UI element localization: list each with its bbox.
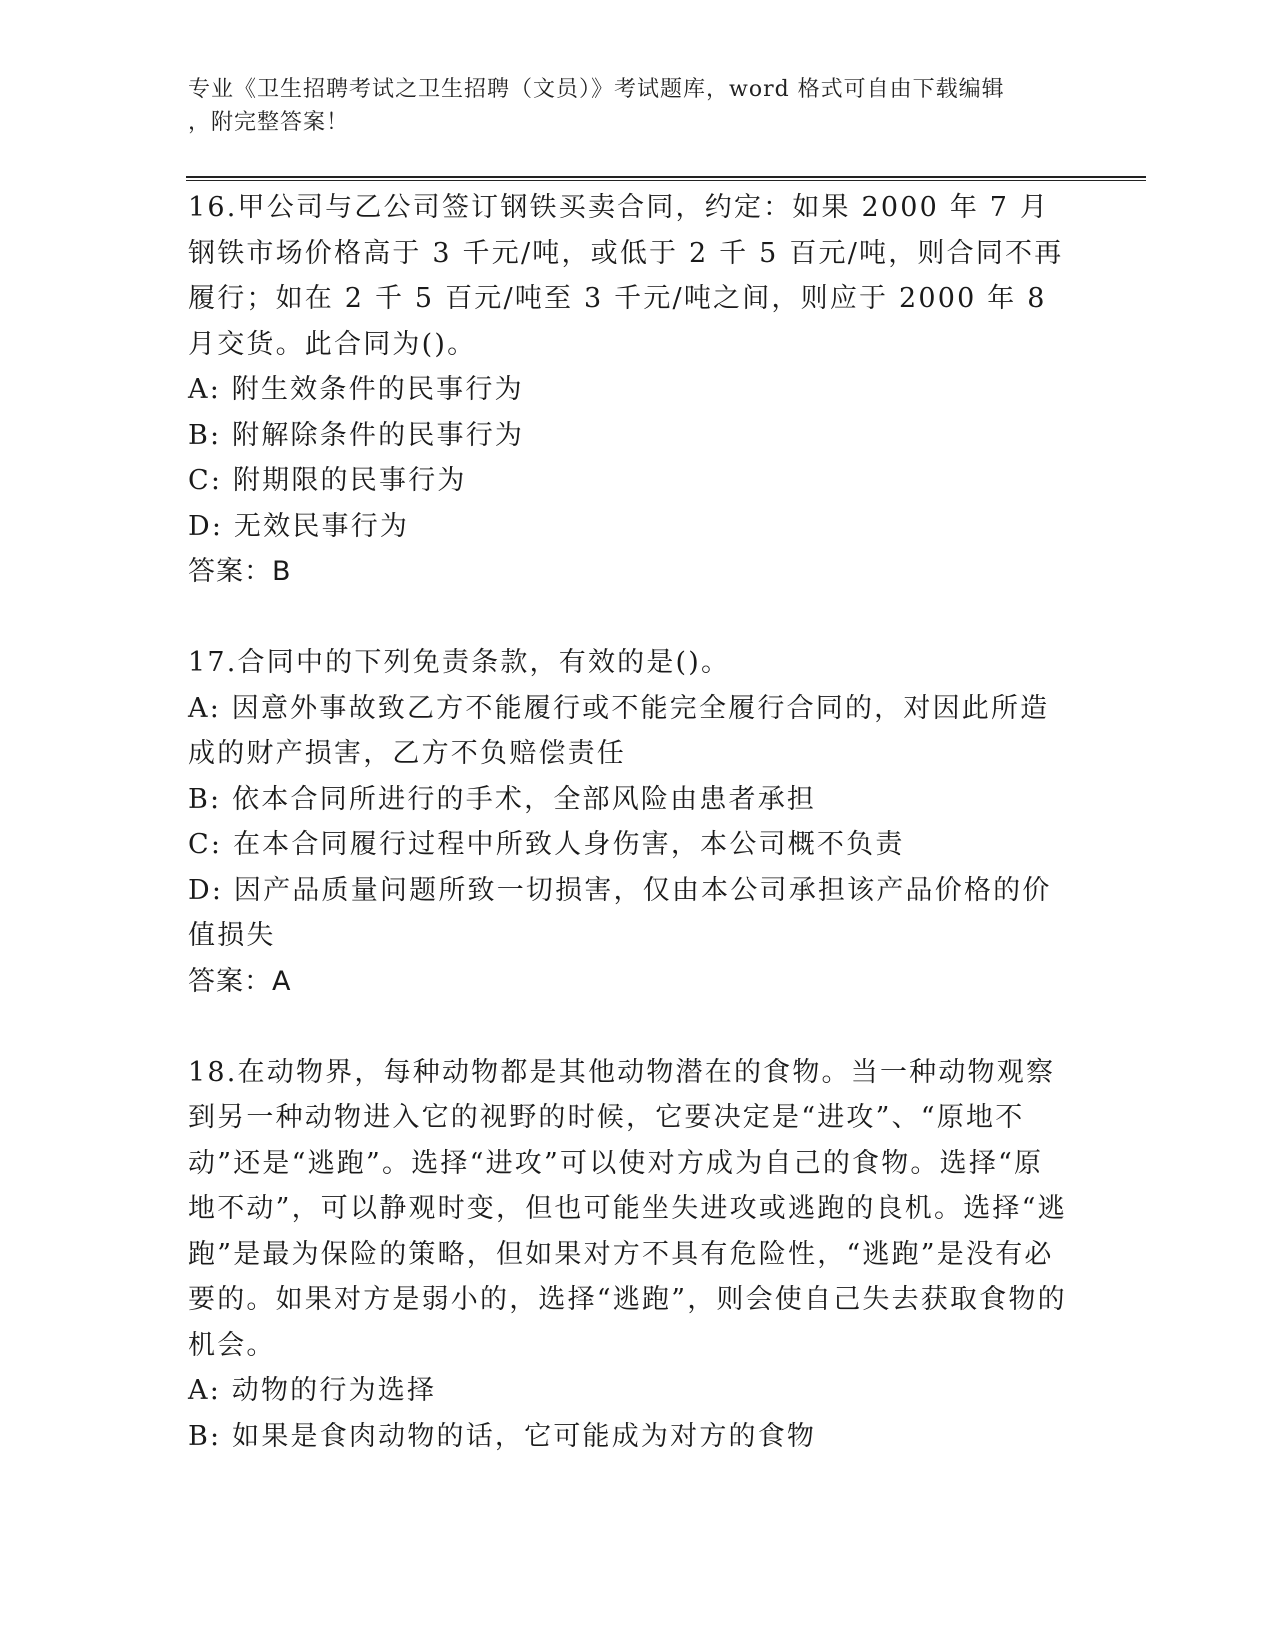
option-b: B: 依本合同所进行的手术，全部风险由患者承担 [188, 783, 817, 815]
header-line-1: 专业《卫生招聘考试之卫生招聘（文员）》考试题库，word 格式可自由下载编辑 [188, 77, 1005, 102]
option-a: A: 动物的行为选择 [188, 1375, 437, 1406]
question-stem: 18.在动物界，每种动物都是其他动物潜在的食物。当一种动物观察到另一种动物进入它的视野的时候，它要决定是“进攻”、“原地不动”还是“逃跑”。选择“进攻”可以使对方成为自己的食物。选择“原地不动”，可以静观时变，但也可能坐失进攻或逃跑的良机。选择“逃跑”是最为保险的策略，但如果对方不具有危险性，“逃跑”是没有必要的。如果对方是弱小的，选择“逃跑”，则会使自己失去获取食物的机会。 [188, 1056, 1067, 1361]
option-a: A: 因意外事故致乙方不能履行或不能完全履行合同的，对因此所造成的财产损害，乙方不负赔偿责任 [188, 692, 1050, 769]
document-header [188, 73, 1068, 139]
question-list [188, 185, 1068, 1505]
question-stem: 17.合同中的下列免责条款，有效的是()。 [188, 647, 731, 678]
header-line-2: ，附完整答案！ [188, 110, 350, 135]
option-b: B: 附解除条件的民事行为 [188, 419, 525, 451]
header-divider [186, 176, 1146, 181]
option-c: C: 在本合同履行过程中所致人身伤害，本公司概不负责 [188, 829, 905, 860]
option-d: D: 无效民事行为 [188, 510, 410, 542]
option-b: B: 如果是食肉动物的话，它可能成为对方的食物 [188, 1420, 817, 1452]
question-18 [188, 1050, 1068, 1460]
option-a: A: 附生效条件的民事行为 [188, 374, 524, 405]
answer: 答案：A [188, 965, 292, 997]
answer: 答案：B [188, 556, 292, 587]
question-16 [188, 185, 1068, 595]
question-17 [188, 640, 1068, 1004]
option-d: D: 因产品质量问题所致一切损害，仅由本公司承担该产品价格的价值损失 [188, 874, 1052, 951]
question-stem: 16.甲公司与乙公司签订钢铁买卖合同，约定：如果 2000 年 7 月钢铁市场价格高于 3 千元/吨，或低于 2 千 5 百元/吨，则合同不再履行；如在 2 千 5 百元/吨至 3 千元/吨之间，则应于 2000 年 8 月交货。此合同为()。 [188, 192, 1064, 360]
option-c: C: 附期限的民事行为 [188, 465, 467, 496]
